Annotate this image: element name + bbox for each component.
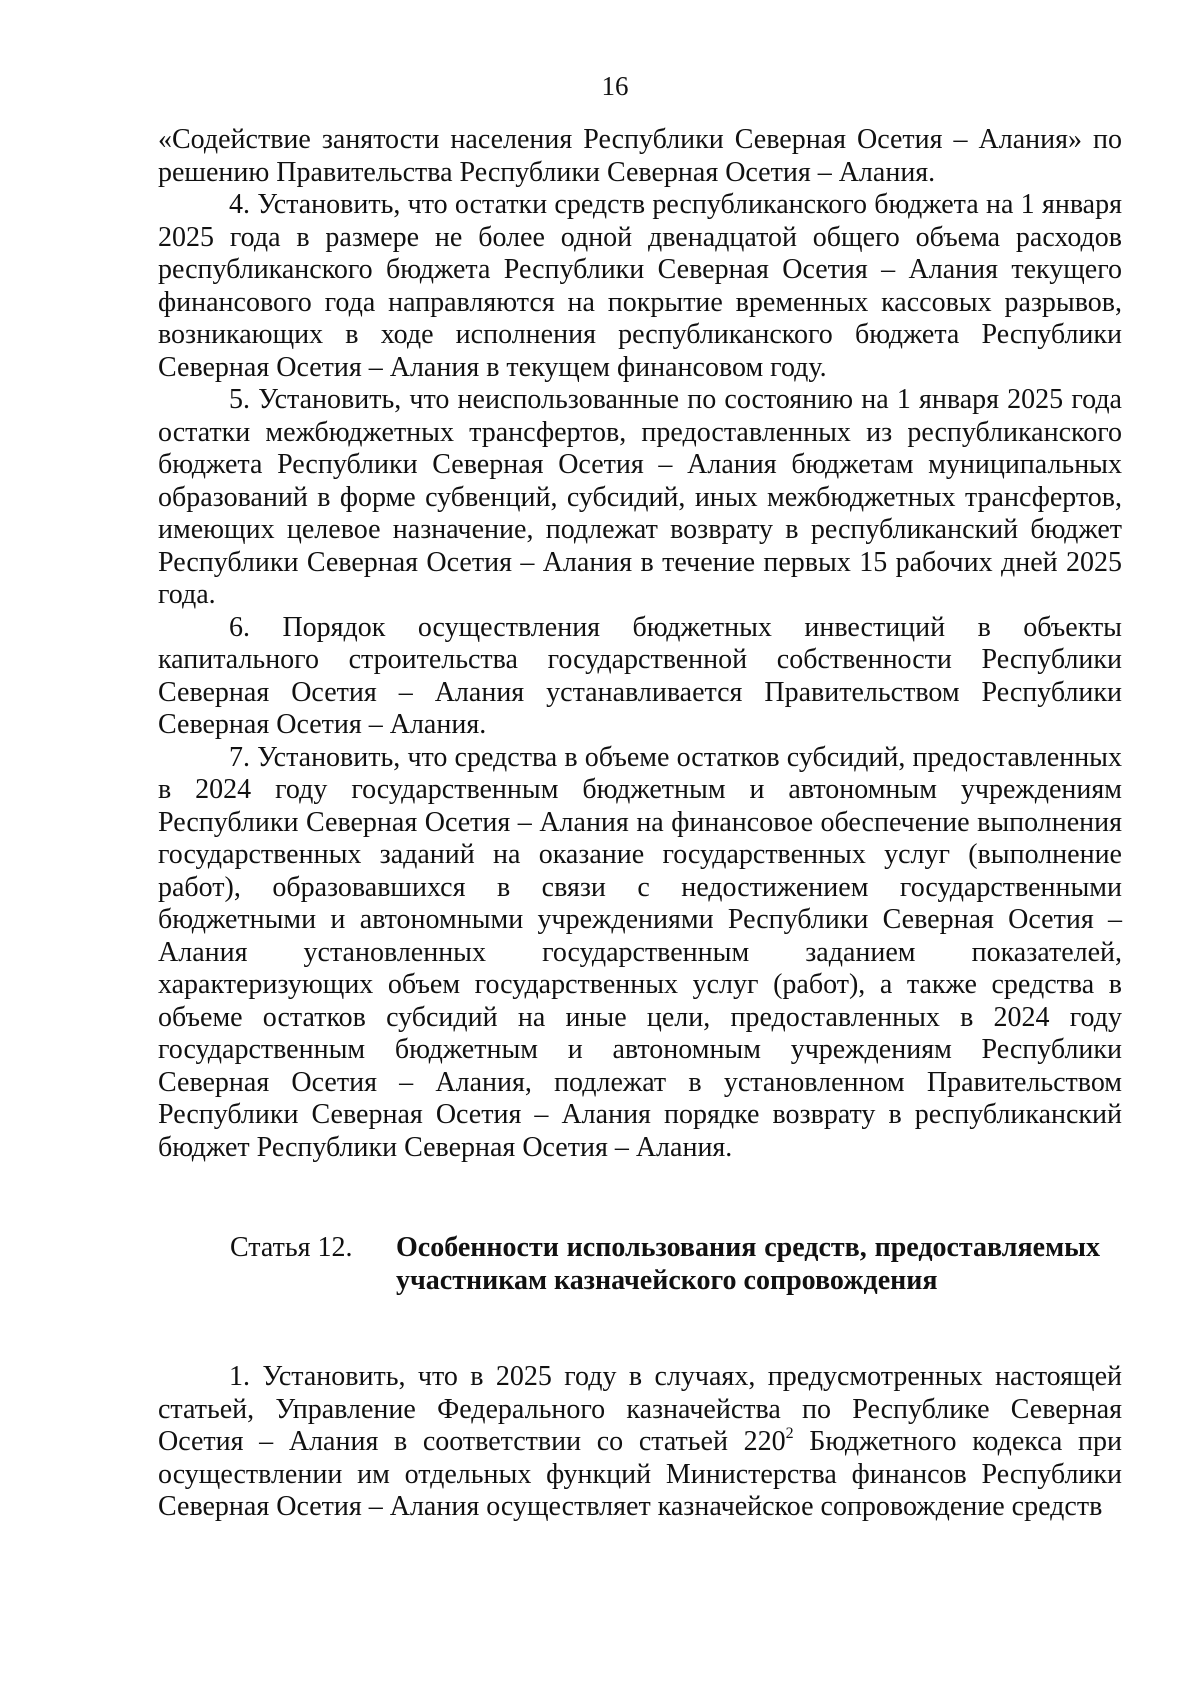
paragraph-article-12-item-1 xyxy=(158,1361,1122,1524)
paragraph-item-7: 7. Установить, что средства в объеме остатков субсидий, предоставленных в 2024 году государственным бюджетным и автономным учреждениям Республики Северная Осетия – Алания на финансовое обеспечение выполнения государственных заданий на оказание государственных услуг (выполнение работ), образовавшихся в связи с недостижением государственными бюджетными и автономными учреждениями Республики Северная Осетия – Алания установленных государственным заданием показателей, характеризующих объем государственных услуг (работ), а также средства в объеме остатков субсидий на иные цели, предоставленных в 2024 году государственным бюджетным и автономным учреждениям Республики Северная Осетия – Алания, подлежат в установленном Правительством Республики Северная Осетия – Алания порядке возврату в республиканский бюджет Республики Северная Осетия – Алания. xyxy=(158,741,1122,1163)
paragraph-item-6: 6. Порядок осуществления бюджетных инвестиций в объекты капитального строительства государственной собственности Республики Северная Осетия – Алания устанавливается Правительством Республики Северная Осетия – Алания. xyxy=(158,611,1122,740)
paragraph-item-5: 5. Установить, что неиспользованные по состоянию на 1 января 2025 года остатки межбюджетных трансфертов, предоставленных из республиканского бюджета Республики Северная Осетия – Алания бюджетам муниципальных образований в форме субвенций, субсидий, иных межбюджетных трансфертов, имеющих целевое назначение, подлежат возврату в республиканский бюджет Республики Северная Осетия – Алания в течение первых 15 рабочих дней 2025 года. xyxy=(158,384,1122,610)
article-body xyxy=(158,1361,1122,1524)
paragraph-intro: «Содействие занятости населения Республики Северная Осетия – Алания» по решению Правительства Республики Северная Осетия – Алания. xyxy=(158,124,1122,188)
article-title: Особенности использования средств, предоставляемых участникам казначейского сопровождения xyxy=(396,1232,1100,1296)
paragraph-item-4: 4. Установить, что остатки средств республиканского бюджета на 1 января 2025 года в размере не более одной двенадцатой общего объема расходов республиканского бюджета Республики Северная Осетия – Алания текущего финансового года направляются на покрытие временных кассовых разрывов, возникающих в ходе исполнения республиканского бюджета Республики Северная Осетия – Алания в текущем финансовом году. xyxy=(158,189,1122,383)
superscript: 2 xyxy=(785,1425,794,1442)
page-number: 16 xyxy=(601,71,629,101)
document-body xyxy=(158,124,1122,1164)
paragraph-text-end: Бюджетного кодекса при осуществлении им отдельных функций Министерства финансов Республики Северная Осетия – Алания осуществляет казначейское сопровождение средств xyxy=(158,1426,1122,1522)
article-heading xyxy=(230,1232,1122,1297)
article-number: Статья 12. xyxy=(230,1232,353,1263)
paragraph-text-start: 1. Установить, что в 2025 году в случаях, предусмотренных настоящей статьей, Управление Федерального казначейства по Республике Северная Осетия – Алания в соответствии со статьей 220 xyxy=(158,1361,1122,1457)
